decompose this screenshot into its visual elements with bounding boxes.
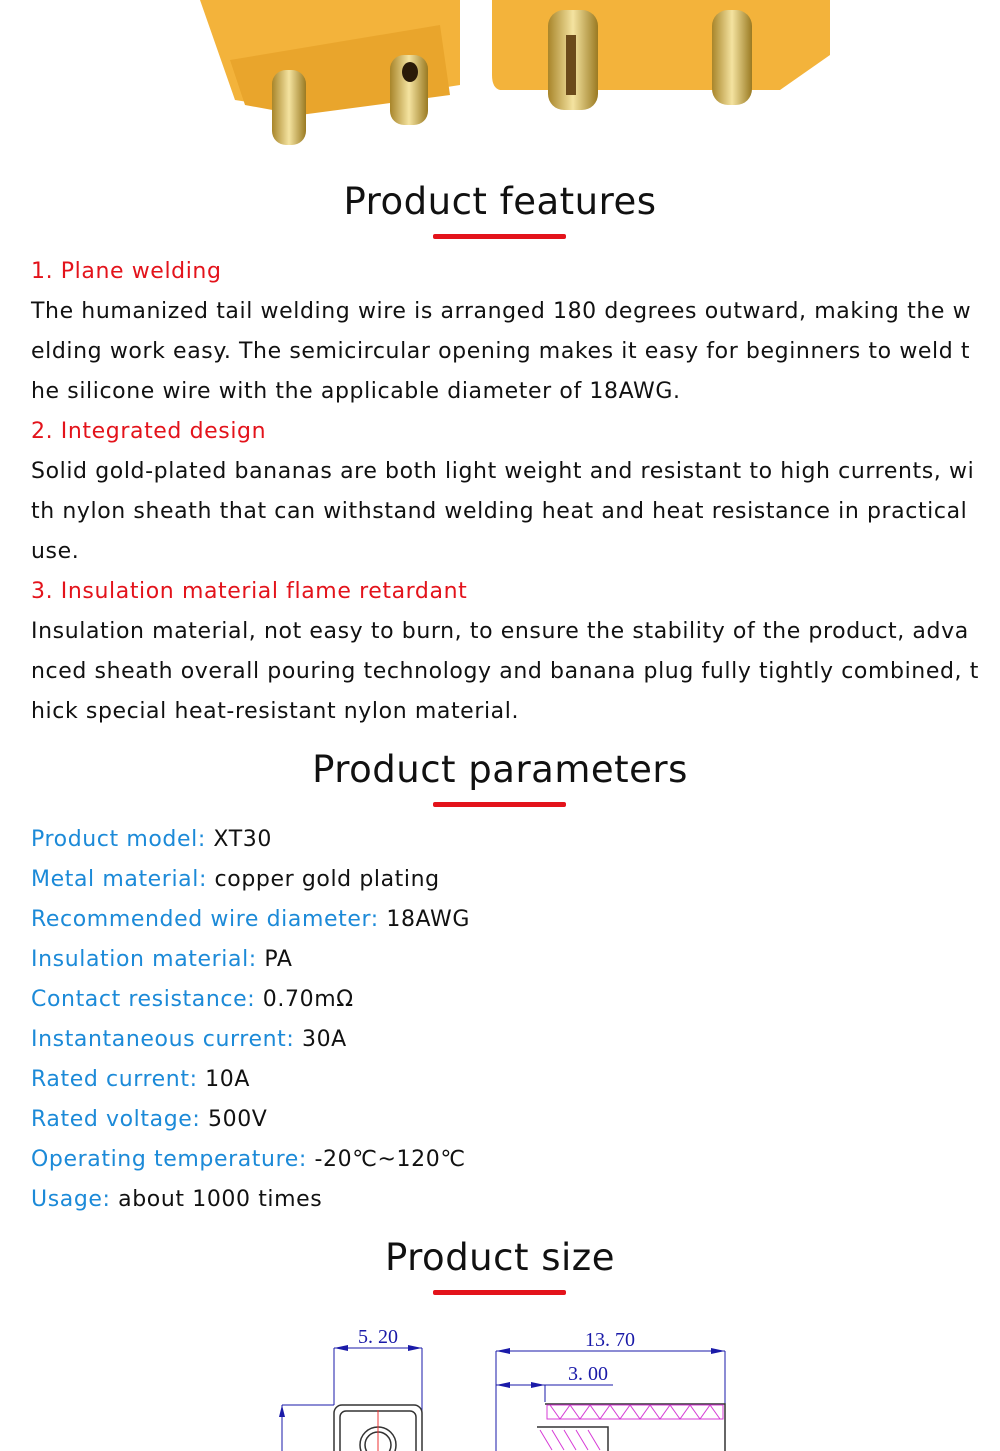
product-photo-connectors [0, 0, 1000, 160]
param-value: XT30 [205, 827, 272, 852]
dim-width-label: 5. 20 [358, 1326, 398, 1348]
param-row [31, 820, 981, 860]
dim-offset-label: 3. 00 [568, 1363, 608, 1385]
param-value: -20℃~120℃ [306, 1147, 466, 1172]
features-list [31, 252, 981, 732]
param-row [31, 900, 981, 940]
dimension-drawing [270, 1310, 750, 1451]
param-row [31, 1180, 981, 1220]
param-row [31, 940, 981, 980]
param-label: Contact resistance: [31, 987, 256, 1012]
param-label: Operating temperature: [31, 1147, 307, 1172]
param-value: 30A [294, 1027, 347, 1052]
param-value: PA [256, 947, 293, 972]
param-row [31, 1140, 981, 1180]
title-underline [433, 802, 566, 807]
param-value: 18AWG [378, 907, 470, 932]
param-label: Rated voltage: [31, 1107, 201, 1132]
feature-heading: 1. Plane welding [31, 259, 222, 284]
title-underline [433, 234, 566, 239]
dim-length-label: 13. 70 [585, 1329, 635, 1351]
feature-heading: 3. Insulation material flame retardant [31, 579, 468, 604]
param-value: 500V [200, 1107, 268, 1132]
param-label: Product model: [31, 827, 206, 852]
param-value: about 1000 times [110, 1187, 323, 1212]
feature-heading: 2. Integrated design [31, 419, 267, 444]
title-underline [433, 1290, 566, 1295]
param-label: Insulation material: [31, 947, 257, 972]
param-row [31, 980, 981, 1020]
feature-text: Insulation material, not easy to burn, to ensure the stability of the product, advanced sheath overall pouring technology and banana plug fully tightly combined, thick special heat-resistant nylon material. [31, 619, 979, 724]
param-row [31, 1060, 981, 1100]
features-title: Product features [343, 180, 657, 223]
param-label: Usage: [31, 1187, 111, 1212]
param-label: Recommended wire diameter: [31, 907, 379, 932]
param-row [31, 1100, 981, 1140]
parameters-list [31, 820, 981, 1220]
parameters-title: Product parameters [312, 748, 688, 791]
feature-text: The humanized tail welding wire is arranged 180 degrees outward, making the welding work easy. The semicircular opening makes it easy for beginners to weld the silicone wire with the applicable diameter of 18AWG. [31, 299, 972, 404]
param-value: 0.70mΩ [255, 987, 354, 1012]
param-row [31, 1020, 981, 1060]
feature-text: Solid gold-plated bananas are both light weight and resistant to high currents, with nylon sheath that can withstand welding heat and heat resistance in practical use. [31, 459, 975, 564]
param-label: Instantaneous current: [31, 1027, 295, 1052]
param-value: 10A [197, 1067, 251, 1092]
param-value: copper gold plating [206, 867, 440, 892]
size-title: Product size [385, 1236, 615, 1279]
param-row [31, 860, 981, 900]
param-label: Metal material: [31, 867, 207, 892]
param-label: Rated current: [31, 1067, 198, 1092]
